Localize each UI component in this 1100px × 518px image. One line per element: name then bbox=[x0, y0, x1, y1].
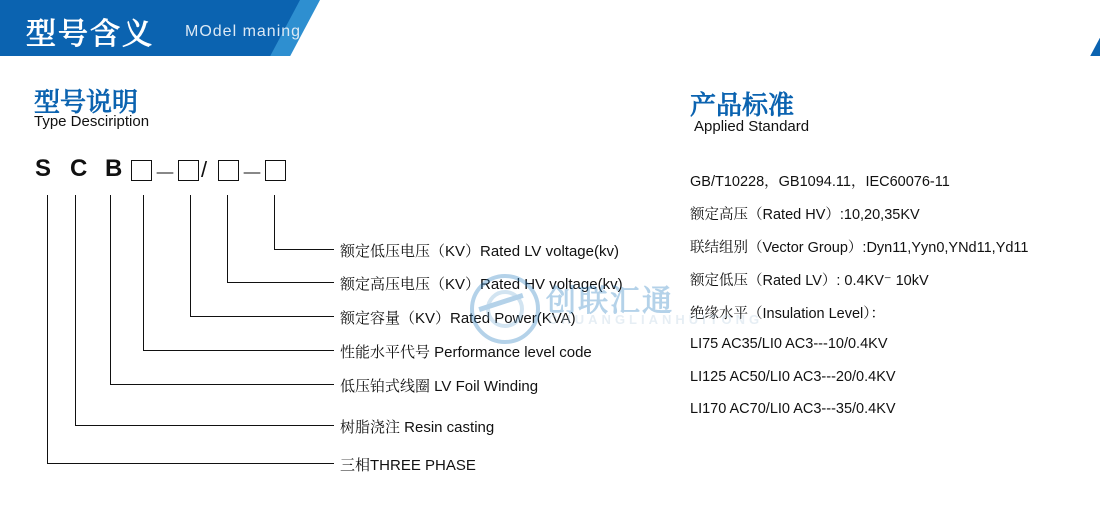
code-separator-3: － bbox=[241, 161, 264, 186]
banner-white-wedge bbox=[290, 0, 1100, 56]
leader-line-7-vertical bbox=[47, 195, 48, 464]
leader-line-5-horizontal bbox=[110, 384, 334, 385]
leader-label-lv-foil-winding: 低压铂式线圈 LV Foil Winding bbox=[340, 378, 539, 395]
standard-item-5: 绝缘水平（Insulation Level）： bbox=[690, 306, 886, 322]
leader-line-1-horizontal bbox=[274, 249, 334, 250]
code-separator-2: / bbox=[201, 157, 208, 182]
leader-line-3-horizontal bbox=[190, 316, 334, 317]
leader-line-7-horizontal bbox=[47, 463, 334, 464]
leader-label-rated-power: 额定容量（KV）Rated Power(KVA) bbox=[340, 310, 576, 327]
leader-label-hv-voltage: 额定高压电压（KV）Rated HV voltage(kv) bbox=[340, 276, 623, 293]
standard-item-7: LI125 AC50/LI0 AC3---20/0.4KV bbox=[690, 369, 896, 385]
standard-item-6: LI75 AC35/LI0 AC3---10/0.4KV bbox=[690, 336, 888, 352]
code-letter-c: C bbox=[70, 155, 88, 182]
leader-line-1-vertical bbox=[274, 195, 275, 250]
code-box-2 bbox=[178, 160, 199, 181]
code-separator-1: － bbox=[154, 161, 177, 186]
banner-inner bbox=[0, 0, 1100, 56]
applied-standard-title-cn: 产品标准 bbox=[690, 90, 795, 120]
leader-label-lv-voltage: 额定低压电压（KV）Rated LV voltage(kv) bbox=[340, 243, 619, 260]
page-header-banner bbox=[0, 0, 1100, 56]
code-letter-s: S bbox=[35, 155, 52, 182]
code-box-4 bbox=[265, 160, 286, 181]
leader-line-5-vertical bbox=[110, 195, 111, 385]
leader-label-three-phase: 三相THREE PHASE bbox=[340, 457, 476, 474]
type-description-title-en: Type Desciription bbox=[34, 113, 150, 130]
leader-label-performance-level: 性能水平代号 Performance level code bbox=[340, 344, 592, 361]
banner-title-cn: 型号含义 bbox=[26, 18, 154, 51]
watermark-text-cn: 创联汇通 bbox=[546, 285, 674, 318]
code-letter-b: B bbox=[105, 155, 123, 182]
leader-line-4-vertical bbox=[143, 195, 144, 351]
code-box-1 bbox=[131, 160, 152, 181]
standard-item-4: 额定低压（Rated LV）: 0.4KV⁻ 10kV bbox=[690, 273, 929, 289]
standard-item-2: 额定高压（Rated HV）:10,20,35KV bbox=[690, 207, 920, 223]
leader-line-6-horizontal bbox=[75, 425, 334, 426]
leader-label-resin-casting: 树脂浇注 Resin casting bbox=[340, 419, 495, 436]
banner-title-en: MOdel maning bbox=[185, 23, 302, 40]
standard-item-1: GB/T10228，GB1094.11，IEC60076-11 bbox=[690, 174, 950, 190]
standard-item-3: 联结组别（Vector Group）:Dyn11,Yyn0,YNd11,Yd11 bbox=[690, 240, 1029, 256]
type-description-title-cn: 型号说明 bbox=[34, 87, 139, 117]
leader-line-4-horizontal bbox=[143, 350, 334, 351]
leader-line-3-vertical bbox=[190, 195, 191, 317]
code-box-3 bbox=[218, 160, 239, 181]
leader-line-6-vertical bbox=[75, 195, 76, 426]
watermark-text-en: CHUANGLIANHUITONG bbox=[548, 312, 764, 327]
leader-line-2-horizontal bbox=[227, 282, 334, 283]
leader-line-2-vertical bbox=[227, 195, 228, 283]
standard-item-8: LI170 AC70/LI0 AC3---35/0.4KV bbox=[690, 401, 896, 417]
applied-standard-title-en: Applied Standard bbox=[694, 118, 810, 135]
